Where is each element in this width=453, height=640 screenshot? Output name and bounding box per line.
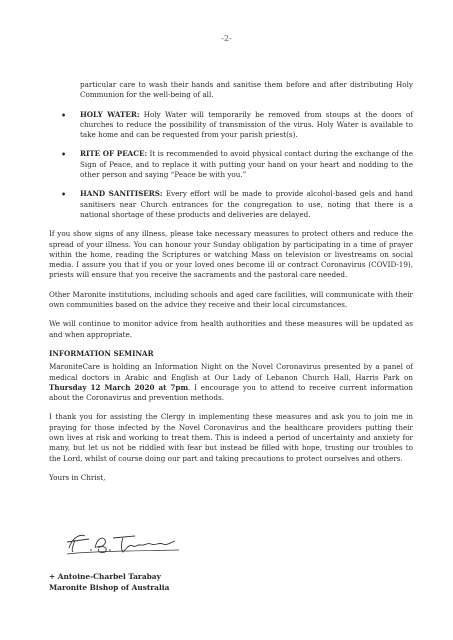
illness-paragraph: If you show signs of any illness, please take necessary measures to protect others and reduce the spread of your illness. You can honour your Sunday obligation by participating in a time of prayer within the home, reading the Scriptures or watching Mass on television or livestreams on social media. I assure you that if you or your loved ones become ill or contract Coronavirus (COVID-19), priests will ensure that you receive the sacraments and the pastoral care needed. — [49, 229, 413, 280]
bullet-title: HOLY WATER: — [80, 109, 140, 119]
page-number: -2- — [221, 34, 232, 43]
seminar-text-before: MaroniteCare is holding an Information Night on the Novel Coronavirus presented by a panel of medical doctors in Arabic and English at Our Lady of Lebanon Church Hall, Harris Park on — [49, 362, 413, 382]
bullet-text: Every effort will be made to provide alcohol-based gels and hand sanitisers near Church entrances for the congregation to use, noting that there is a national shortage of these products and deliveries are delayed. — [80, 189, 413, 219]
bullet-text: Holy Water will temporarily be removed from stoups at the doors of churches to reduce the possibility of transmission of the virus. Holy Water is available to take home and can be requested from your parish priest(s). — [80, 109, 413, 140]
closing-paragraph: I thank you for assisting the Clergy in implementing these measures and ask you to join me in praying for those infected by the Novel Coronavirus and the healthcare providers putting their own lives at risk and working to treat them. This is indeed a period of uncertainty and anxiety for many, but let us not be riddled with fear but instead be filled with hope, trusting our troubles to the Lord, whilst of course doing our part and taking precautions to protect ourselves and others. — [49, 412, 413, 463]
seminar-heading: INFORMATION SEMINAR — [49, 348, 154, 358]
bullet-icon: • — [61, 149, 67, 160]
bullet-text: It is recommended to avoid physical contact during the exchange of the Sign of Peace, and to replace it with putting your hand on your heart and nodding to the other person and saying “Peace be with you.” — [80, 149, 413, 180]
bullet-hand-sanitisers — [49, 189, 413, 220]
monitoring-paragraph: We will continue to monitor advice from health authorities and these measures will be updated as and when appropriate. — [49, 319, 413, 339]
seminar-paragraph — [49, 362, 413, 403]
letter-body — [49, 80, 413, 492]
signature-block — [49, 572, 169, 593]
seminar-date: Thursday 12 March 2020 at 7pm — [49, 382, 189, 392]
bullet-rite-of-peace — [49, 149, 413, 180]
institutions-paragraph: Other Maronite institutions, including schools and aged care facilities, will communicate with their own communities based on the advice they receive and their local circumstances. — [49, 289, 413, 310]
bullet-icon: • — [61, 109, 67, 120]
handwritten-signature — [63, 530, 183, 556]
bullet-title: RITE OF PEACE: — [80, 149, 148, 159]
sign-off: Yours in Christ, — [49, 472, 106, 482]
bullet-holy-water — [49, 110, 413, 141]
continued-paragraph: particular care to wash their hands and sanitise them before and after distributing Holy Communion for the well-being of all. — [80, 80, 413, 100]
seminar-text-after: . I encourage you to attend to receive current information about the Coronavirus and prevention methods. — [49, 382, 413, 403]
signatory-title: Maronite Bishop of Australia — [49, 582, 170, 592]
signatory-name: + Antoine-Charbel Tarabay — [49, 572, 161, 581]
bullet-title: HAND SANITISERS: — [80, 189, 163, 199]
bullet-icon: • — [61, 189, 67, 200]
